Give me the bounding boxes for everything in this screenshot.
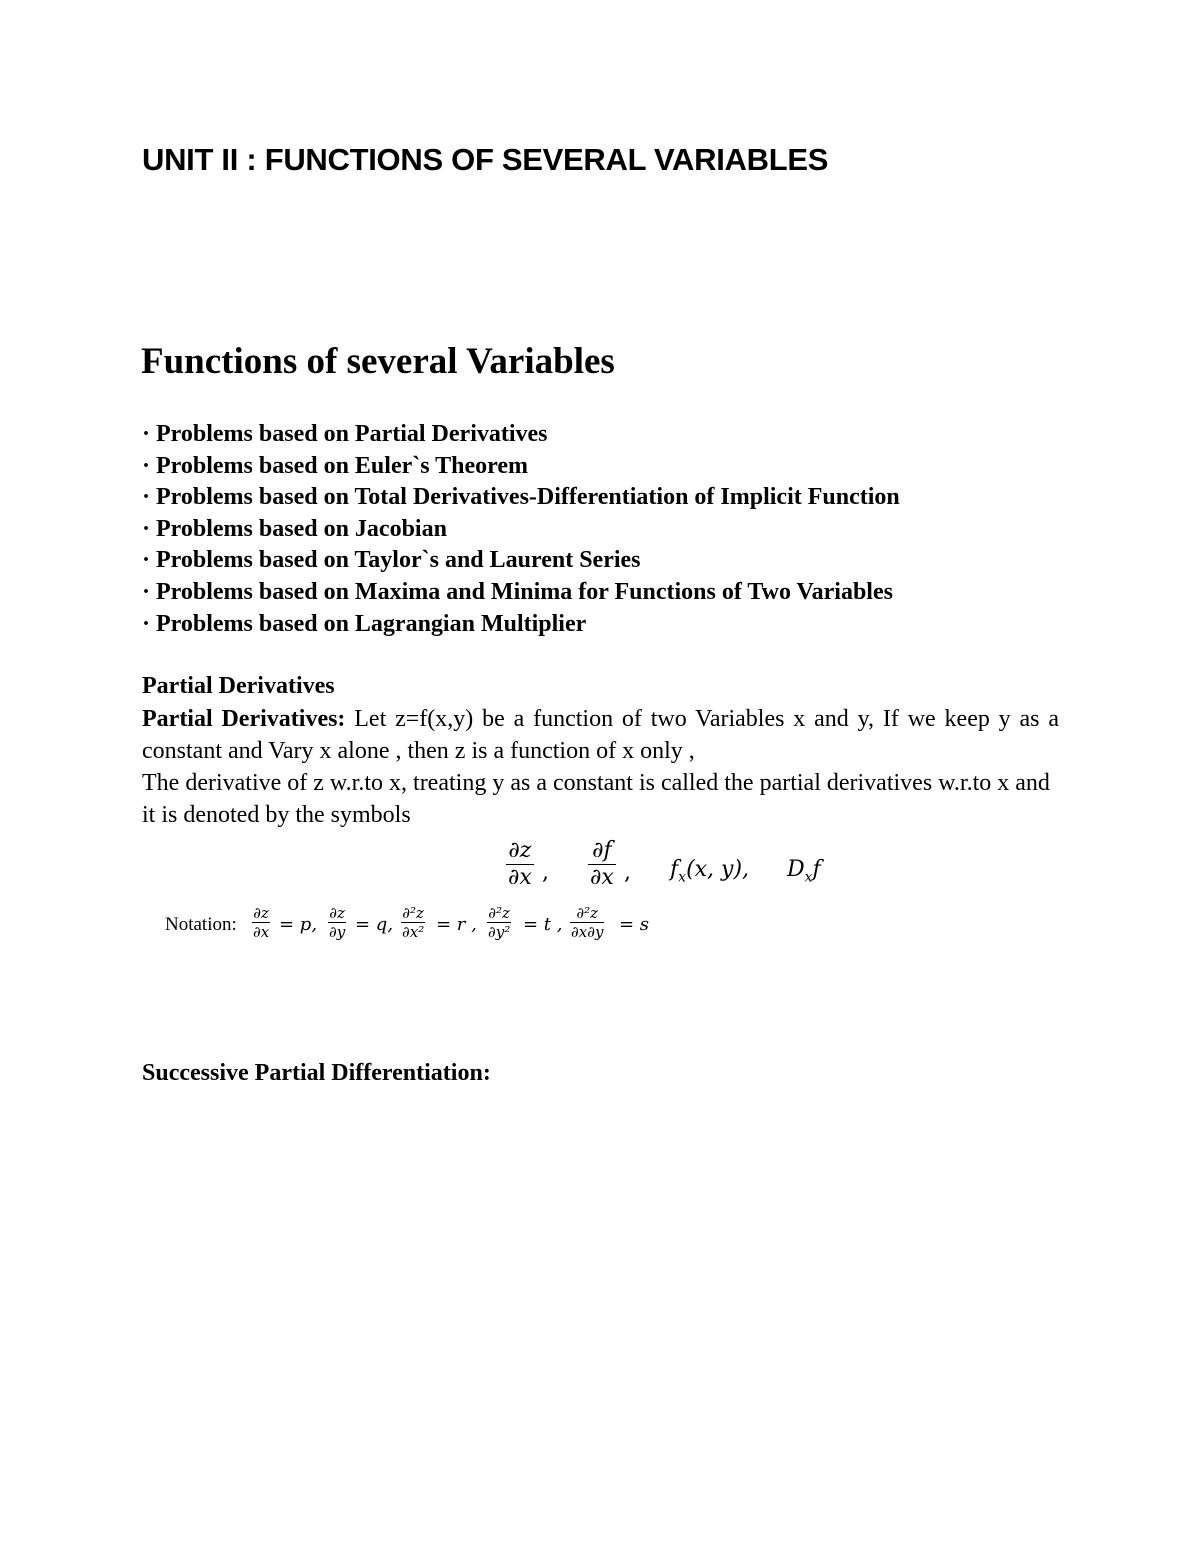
notation-line [165,902,865,950]
topic-item: · Problems based on Jacobian [142,515,447,542]
successive-partial-heading: Successive Partial Differentiation: [142,1060,491,1086]
definition-text: Let z=f(x,y) be a function of two Variables x and y, If we keep y as a constant and Vary x alone , then z is a function of x only , [142,706,1060,764]
symbol-df-dx: $\frac{\partial f}{\partial x}$ [590,838,614,890]
topic-item: · Problems based on Lagrangian Multiplier [142,610,587,637]
symbol-dz-dx: $\frac{\partial z}{\partial x}$ [508,838,532,890]
symbol-separator: , [624,860,631,885]
notation-dz-dy: ∂z ∂y [329,904,346,941]
notation-dz-dx: ∂z ∂x [253,904,270,941]
topic-item: · Problems based on Maxima and Minima for Functions of Two Variables [142,578,893,605]
derivative-symbols [0,838,1200,898]
symbol-fx: $f_x(x$, y), [670,857,750,886]
notation-label: Notation: [165,914,237,935]
notation-eq-q: = q, [355,914,394,935]
notation-d2z-dx2: ∂²z ∂x² [402,904,425,941]
unit-title: UNIT II : FUNCTIONS OF SEVERAL VARIABLES [142,142,829,177]
topic-item: · Problems based on Taylor`s and Laurent Series [142,547,641,574]
topic-item: · Problems based on Euler`s Theorem [142,452,529,479]
derivative-paragraph: The derivative of z w.r.to x, treating y as a constant is called the partial derivatives w.r.to x and it is denoted by the symbols [142,770,1050,828]
notation-d2z-dy2: ∂²z ∂y² [488,904,511,941]
topic-item: · Problems based on Partial Derivatives [142,421,548,447]
notation-eq-t: = t , [523,914,563,935]
topic-item: · Problems based on Total Derivatives-Differentiation of Implicit Function [142,484,900,511]
notation-d2z-dxdy: ∂²z ∂x∂y [571,904,604,941]
notation-eq-s: = s [619,914,650,935]
definition-paragraph [142,703,1059,767]
partial-derivatives-heading: Partial Derivatives [142,673,335,699]
notation-eq-p: = p, [279,914,318,935]
notation-eq-r: = r , [436,914,477,935]
symbol-separator: , [542,860,549,885]
symbol-dxf: $D_xf$ [787,857,821,886]
definition-lead: Partial Derivatives: [142,706,346,732]
topic-list [142,419,900,640]
section-title: Functions of several Variables [141,341,615,382]
